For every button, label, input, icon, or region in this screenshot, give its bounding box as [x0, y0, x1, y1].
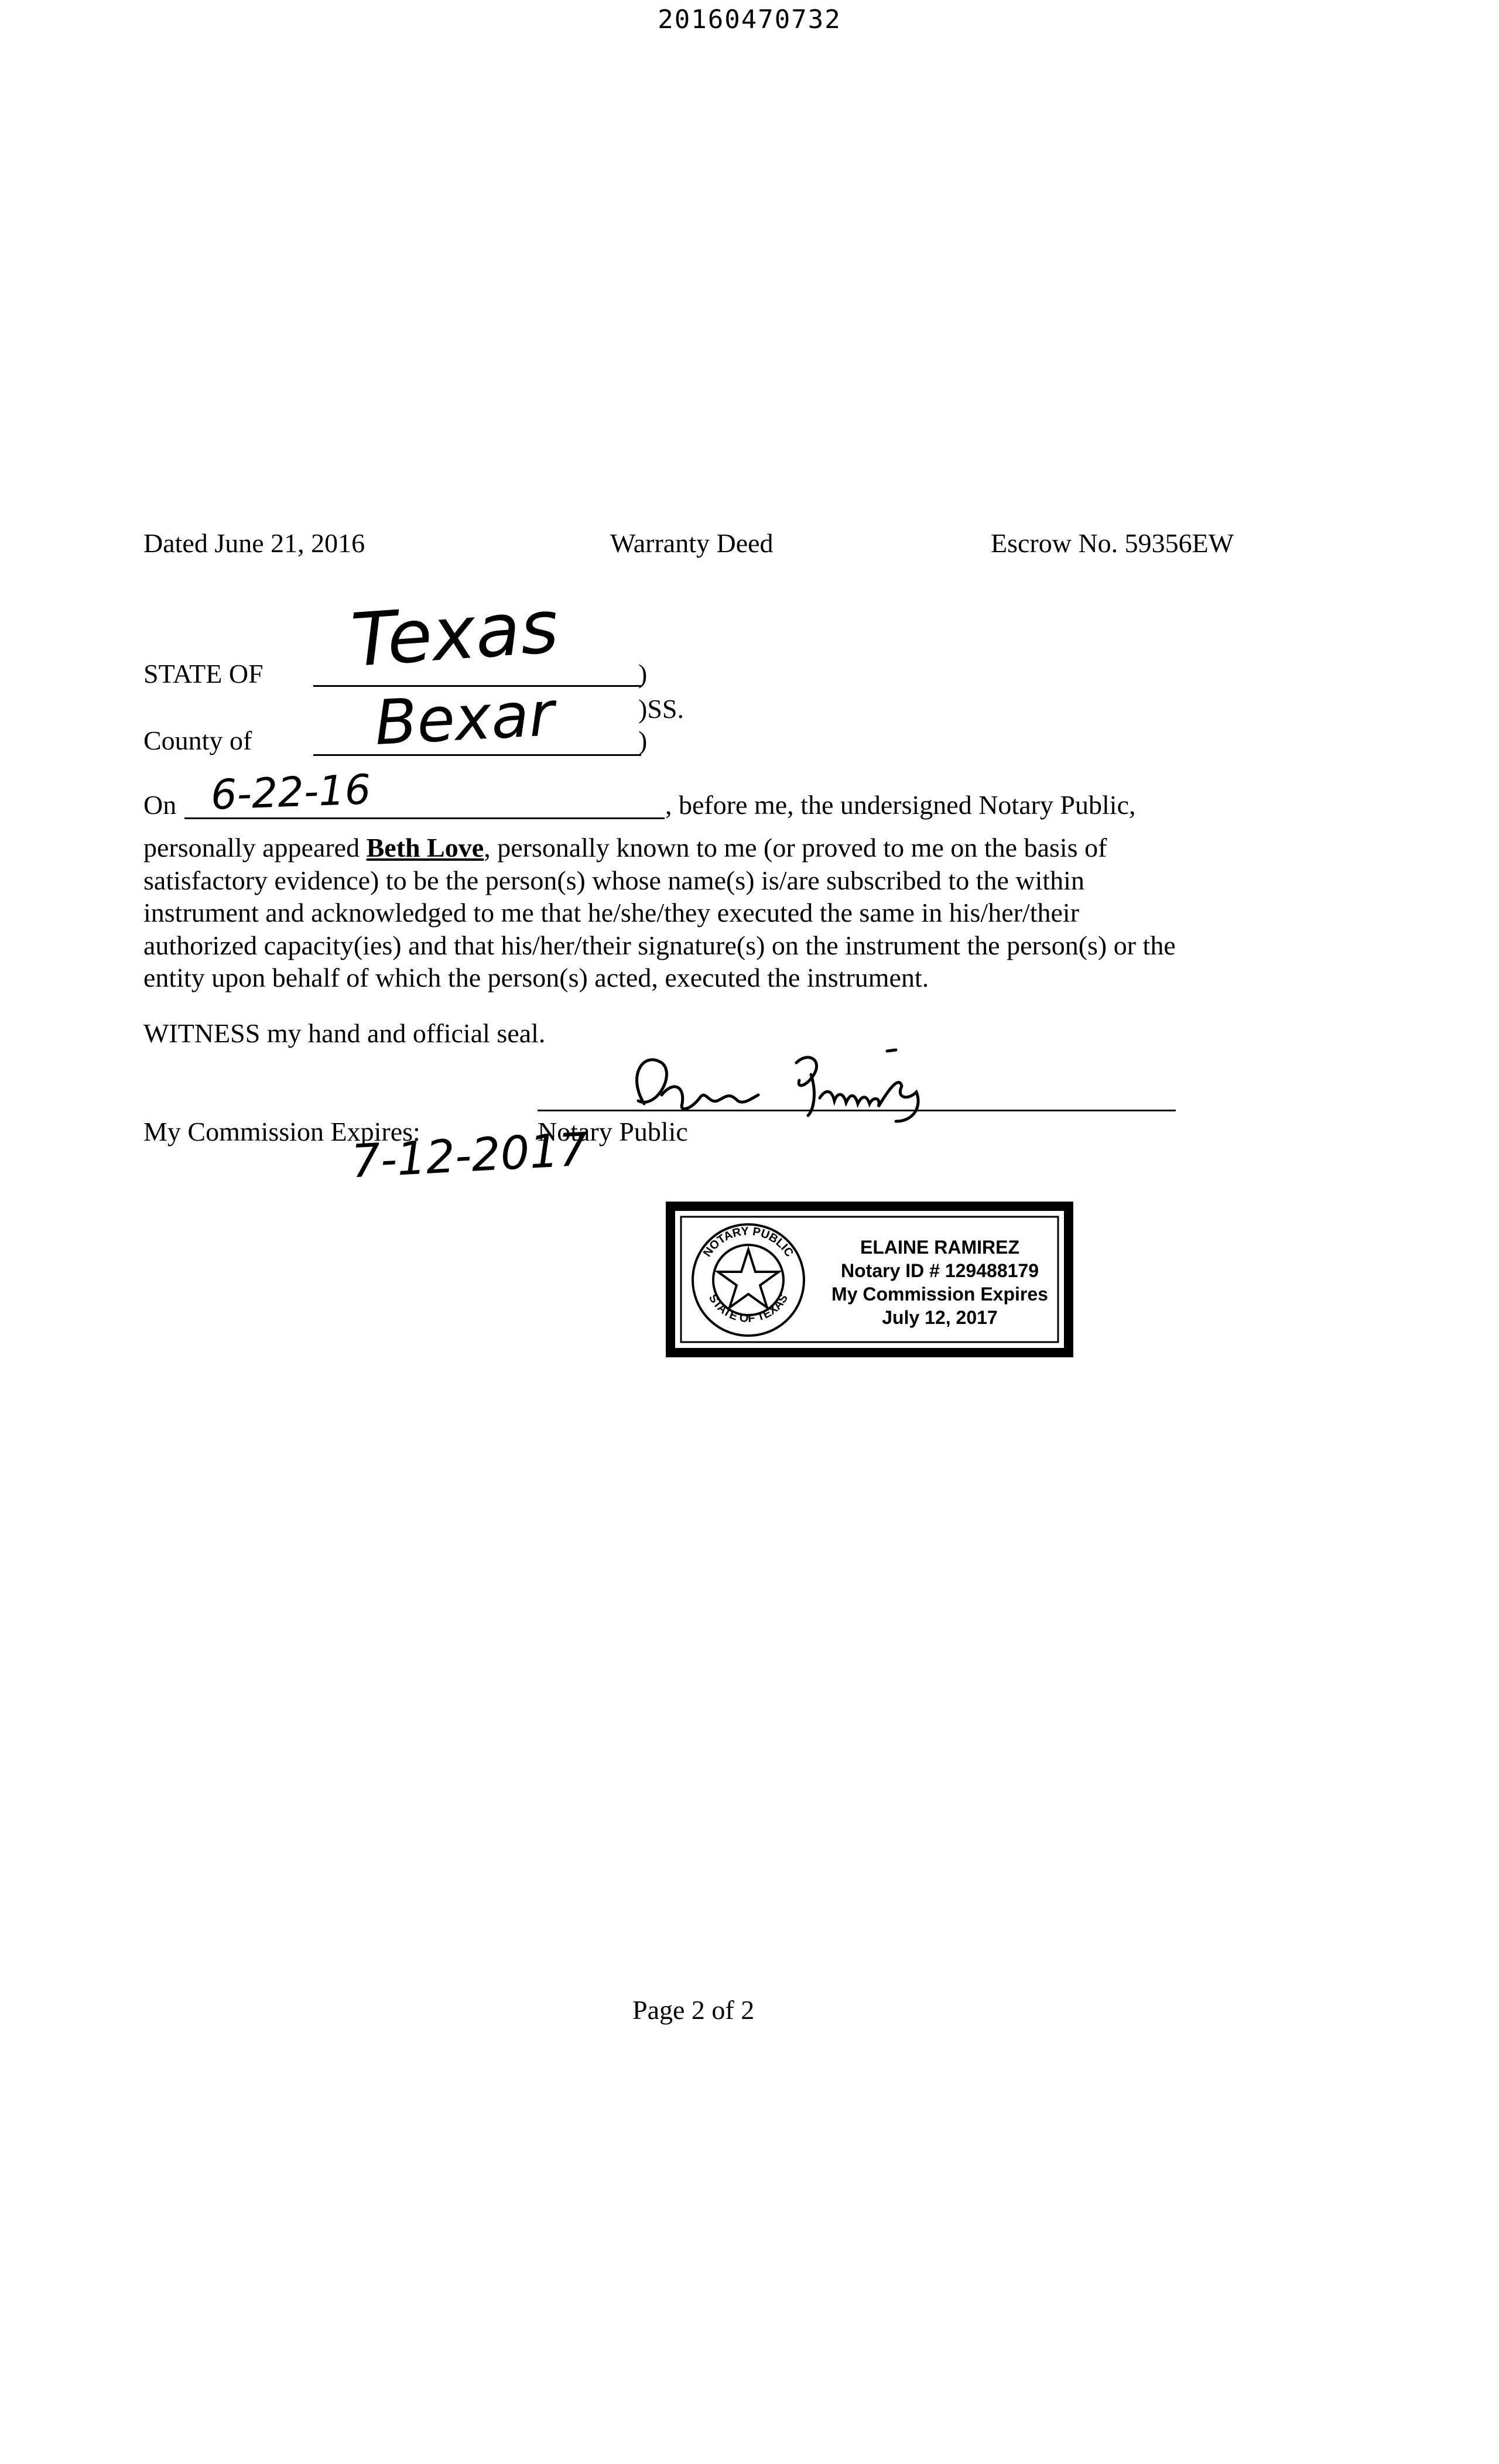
- on-label: On: [143, 790, 177, 820]
- dated-text: Dated June 21, 2016: [143, 528, 365, 558]
- seal-top-text: NOTARY PUBLIC: [700, 1224, 796, 1260]
- ack-line1-end: , before me, the undersigned Notary Public,: [665, 790, 1136, 820]
- commission-handwritten: 7-12-2017: [350, 1123, 589, 1189]
- svg-text:STATE OF TEXAS: [706, 1292, 790, 1325]
- seal-bottom-text: STATE OF TEXAS: [706, 1292, 791, 1326]
- stamp-commission: My Commission Expires: [831, 1284, 1048, 1305]
- county-line: [313, 754, 641, 756]
- date-line: [184, 817, 665, 819]
- ack-line6: entity upon behalf of which the person(s) acted, executed the instrument.: [143, 963, 929, 993]
- document-type: Warranty Deed: [610, 528, 774, 558]
- state-handwritten: Texas: [348, 584, 562, 684]
- state-label: STATE OF: [143, 659, 263, 689]
- notary-stamp: [665, 1200, 1074, 1358]
- county-label: County of: [143, 725, 252, 755]
- appeared-name: Beth Love: [366, 833, 484, 863]
- page-number: Page 2 of 2: [632, 1995, 755, 2025]
- ack-line2-pre: personally appeared: [143, 833, 367, 863]
- ack-line5: authorized capacity(ies) and that his/her/their signature(s) on the instrument the person(s) or the: [143, 930, 1176, 960]
- ss-label: )SS.: [638, 694, 684, 724]
- notary-signature: [621, 1039, 949, 1127]
- escrow-number: Escrow No. 59356EW: [991, 528, 1234, 558]
- document-number: 20160470732: [658, 5, 841, 35]
- notary-public-label: Notary Public: [538, 1117, 688, 1147]
- acknowledgment-paragraph: [143, 831, 1256, 994]
- witness-text: WITNESS my hand and official seal.: [143, 1018, 546, 1048]
- stamp-expires: July 12, 2017: [882, 1307, 998, 1328]
- commission-label: My Commission Expires:: [143, 1117, 420, 1147]
- svg-text:NOTARY PUBLIC: [701, 1225, 796, 1260]
- county-paren: ): [638, 725, 648, 755]
- ack-line2-post: , personally known to me (or proved to me on the basis of: [484, 833, 1107, 863]
- ack-line2: [143, 831, 1256, 864]
- stamp-name: ELAINE RAMIREZ: [860, 1237, 1019, 1258]
- county-handwritten: Bexar: [372, 678, 556, 759]
- ack-line3: satisfactory evidence) to be the person(s) whose name(s) is/are subscribed to the within: [143, 865, 1084, 895]
- stamp-notary-id: Notary ID # 129488179: [841, 1260, 1039, 1281]
- ack-line4: instrument and acknowledged to me that he/she/they executed the same in his/her/their: [143, 898, 1080, 928]
- state-paren: ): [638, 659, 648, 689]
- date-handwritten: 6-22-16: [210, 765, 372, 819]
